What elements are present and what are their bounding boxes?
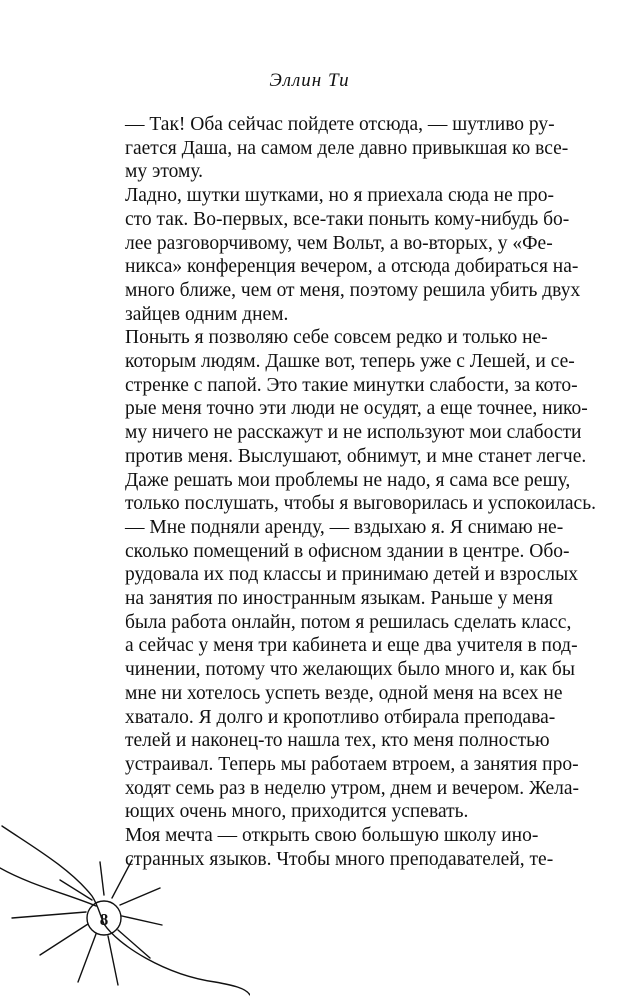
text-line: странных языков. Чтобы много преподавателей, те-	[125, 848, 554, 870]
text-line: только послушать, чтобы я выговорилась и успокоилась.	[125, 493, 596, 515]
text-line: — Так! Оба сейчас пойдете отсюда, — шутливо ру-	[125, 114, 555, 135]
text-line: сто так. Во-первых, все-таки поныть кому-нибудь бо-	[125, 208, 570, 230]
text-line: му этому.	[125, 161, 203, 183]
text-line: которым людям. Дашке вот, теперь уже с Лешей, и се-	[125, 351, 575, 373]
text-line: ходят семь раз в неделю утром, днем и вечером. Жела-	[125, 777, 580, 799]
text-line: была работа онлайн, потом я решилась сделать класс,	[125, 611, 572, 633]
text-line: телей и наконец-то нашла тех, кто меня полностью	[125, 730, 550, 752]
text-line: ющих очень много, приходится успевать.	[125, 801, 469, 823]
text-line: устраивал. Теперь мы работаем втроем, а занятия про-	[125, 753, 579, 775]
paragraph-3	[104, 326, 596, 516]
text-line: хватало. Я долго и кропотливо отбирала преподава-	[125, 706, 556, 728]
text-line: Моя мечта — открыть свою большую школу ино-	[125, 825, 539, 847]
text-line: Поныть я позволяю себе совсем редко и только не-	[125, 327, 548, 349]
paragraph-4	[104, 516, 580, 824]
page-number: 8	[99, 910, 109, 929]
text-line: против меня. Выслушают, обнимут, и мне станет легче.	[125, 445, 587, 467]
paragraph-2	[104, 184, 581, 326]
text-line: зайцев одним днем.	[125, 303, 289, 325]
body-text	[104, 113, 596, 872]
text-line: гается Даша, на самом деле давно привыкшая ко все-	[125, 137, 569, 159]
text-line: — Мне подняли аренду, — вздыхаю я. Я снимаю не-	[125, 516, 564, 538]
text-line: рые меня точно эти люди не осудят, а еще точнее, нико-	[125, 398, 588, 420]
text-line: чинении, потому что желающих было много и, как бы	[125, 659, 575, 681]
text-line: никса» конференция вечером, а отсюда добираться на-	[125, 256, 579, 278]
text-line: Ладно, шутки шутками, но я приехала сюда не про-	[125, 185, 555, 207]
text-line: мне ни хотелось успеть везде, одной меня на всех не	[125, 682, 563, 704]
text-line: стренке с папой. Это такие минутки слабости, за кото-	[125, 374, 578, 396]
text-line: а сейчас у меня три кабинета и еще два учителя в под-	[125, 635, 578, 657]
text-line: много ближе, чем от меня, поэтому решила убить двух	[125, 279, 581, 301]
text-line: сколько помещений в офисном здании в центре. Обо-	[125, 540, 570, 562]
paragraph-1	[104, 113, 569, 184]
running-header: Эллин Ти	[269, 70, 350, 91]
text-line: Даже решать мои проблемы не надо, я сама все решу,	[125, 469, 571, 491]
text-line: на занятия по иностранным языкам. Раньше у меня	[125, 588, 553, 610]
sun-icon	[0, 820, 250, 1000]
text-line: рудовала их под классы и принимаю детей и взрослых	[125, 564, 578, 586]
text-line: му ничего не расскажут и не используют мои слабости	[125, 422, 582, 444]
text-line: лее разговорчивому, чем Вольт, а во-вторых, у «Фе-	[125, 232, 553, 254]
